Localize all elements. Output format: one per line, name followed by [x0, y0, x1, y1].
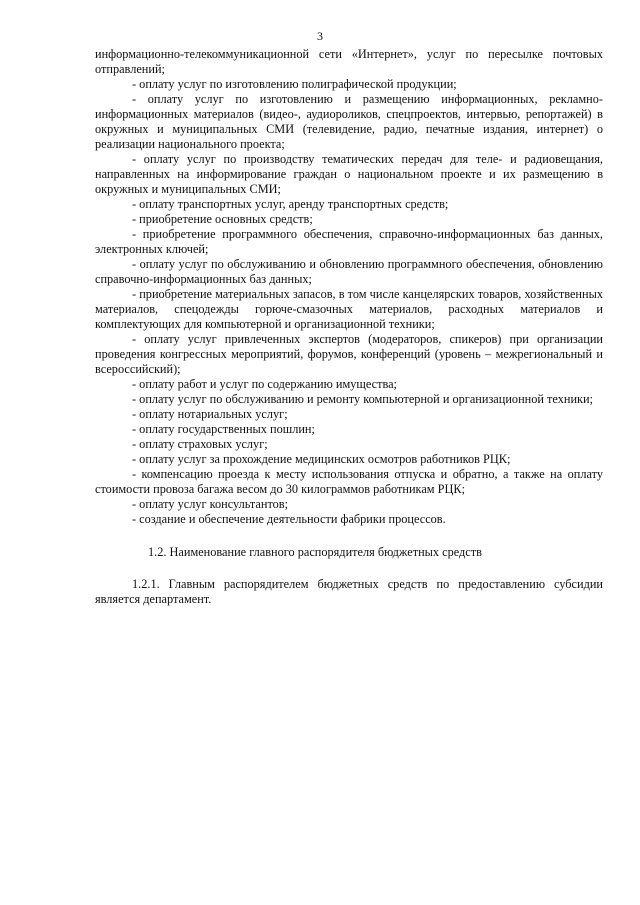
list-item: - оплату услуг по изготовлению и размещению информационных, рекламно-информационных материалов (видео-, аудиороликов, спецпроектов, интервью, репортажей) в окружных и муниципальных СМИ (телевидение, радио, печатные издания, интернет) о реализации национального проекта; [95, 92, 603, 151]
list-item: - приобретение основных средств; [132, 212, 313, 226]
section-paragraph: 1.2.1. Главным распорядителем бюджетных средств по предоставлению субсидии является департамент. [95, 577, 603, 606]
list-item: - приобретение программного обеспечения, справочно-информационных баз данных, электронных ключей; [95, 227, 603, 256]
list-item: - оплату транспортных услуг, аренду транспортных средств; [132, 197, 449, 211]
list-item: - оплату услуг привлеченных экспертов (модераторов, спикеров) при организации проведения конгрессных мероприятий, форумов, конференций (уровень – межрегиональный и всероссийский); [95, 332, 603, 376]
page-number: 3 [317, 29, 323, 43]
list-item: - компенсацию проезда к месту использования отпуска и обратно, а также на оплату стоимости провоза багажа весом до 30 килограммов работникам РЦК; [95, 467, 603, 496]
list-item: - оплату услуг по обслуживанию и обновлению программного обеспечения, обновлению справочно-информационных баз данных; [95, 257, 603, 286]
list-item: - оплату страховых услуг; [132, 437, 268, 451]
list-item: - оплату услуг по обслуживанию и ремонту компьютерной и организационной техники; [132, 392, 593, 406]
section-heading: 1.2. Наименование главного распорядителя бюджетных средств [148, 545, 482, 559]
list-item: - оплату услуг по изготовлению полиграфической продукции; [132, 77, 457, 91]
list-item: - оплату услуг консультантов; [132, 497, 289, 511]
list-item: - создание и обеспечение деятельности фабрики процессов. [132, 512, 446, 526]
list-item: - оплату работ и услуг по содержанию имущества; [132, 377, 397, 391]
list-item: - оплату нотариальных услуг; [132, 407, 288, 421]
document-body [95, 47, 603, 607]
list-item: - оплату государственных пошлин; [132, 422, 315, 436]
paragraph-continuation: информационно-телекоммуникационной сети «Интернет», услуг по пересылке почтовых отправлений; [95, 47, 603, 76]
list-item: - приобретение материальных запасов, в том числе канцелярских товаров, хозяйственных материалов, спецодежды горюче-смазочных материалов, расходных материалов и комплектующих для компьютерной и организационной техники; [95, 287, 603, 331]
list-item: - оплату услуг за прохождение медицинских осмотров работников РЦК; [132, 452, 511, 466]
list-item: - оплату услуг по производству тематических передач для теле- и радиовещания, направленных на информирование граждан о национальном проекте и их размещению в окружных и муниципальных СМИ; [95, 152, 603, 196]
